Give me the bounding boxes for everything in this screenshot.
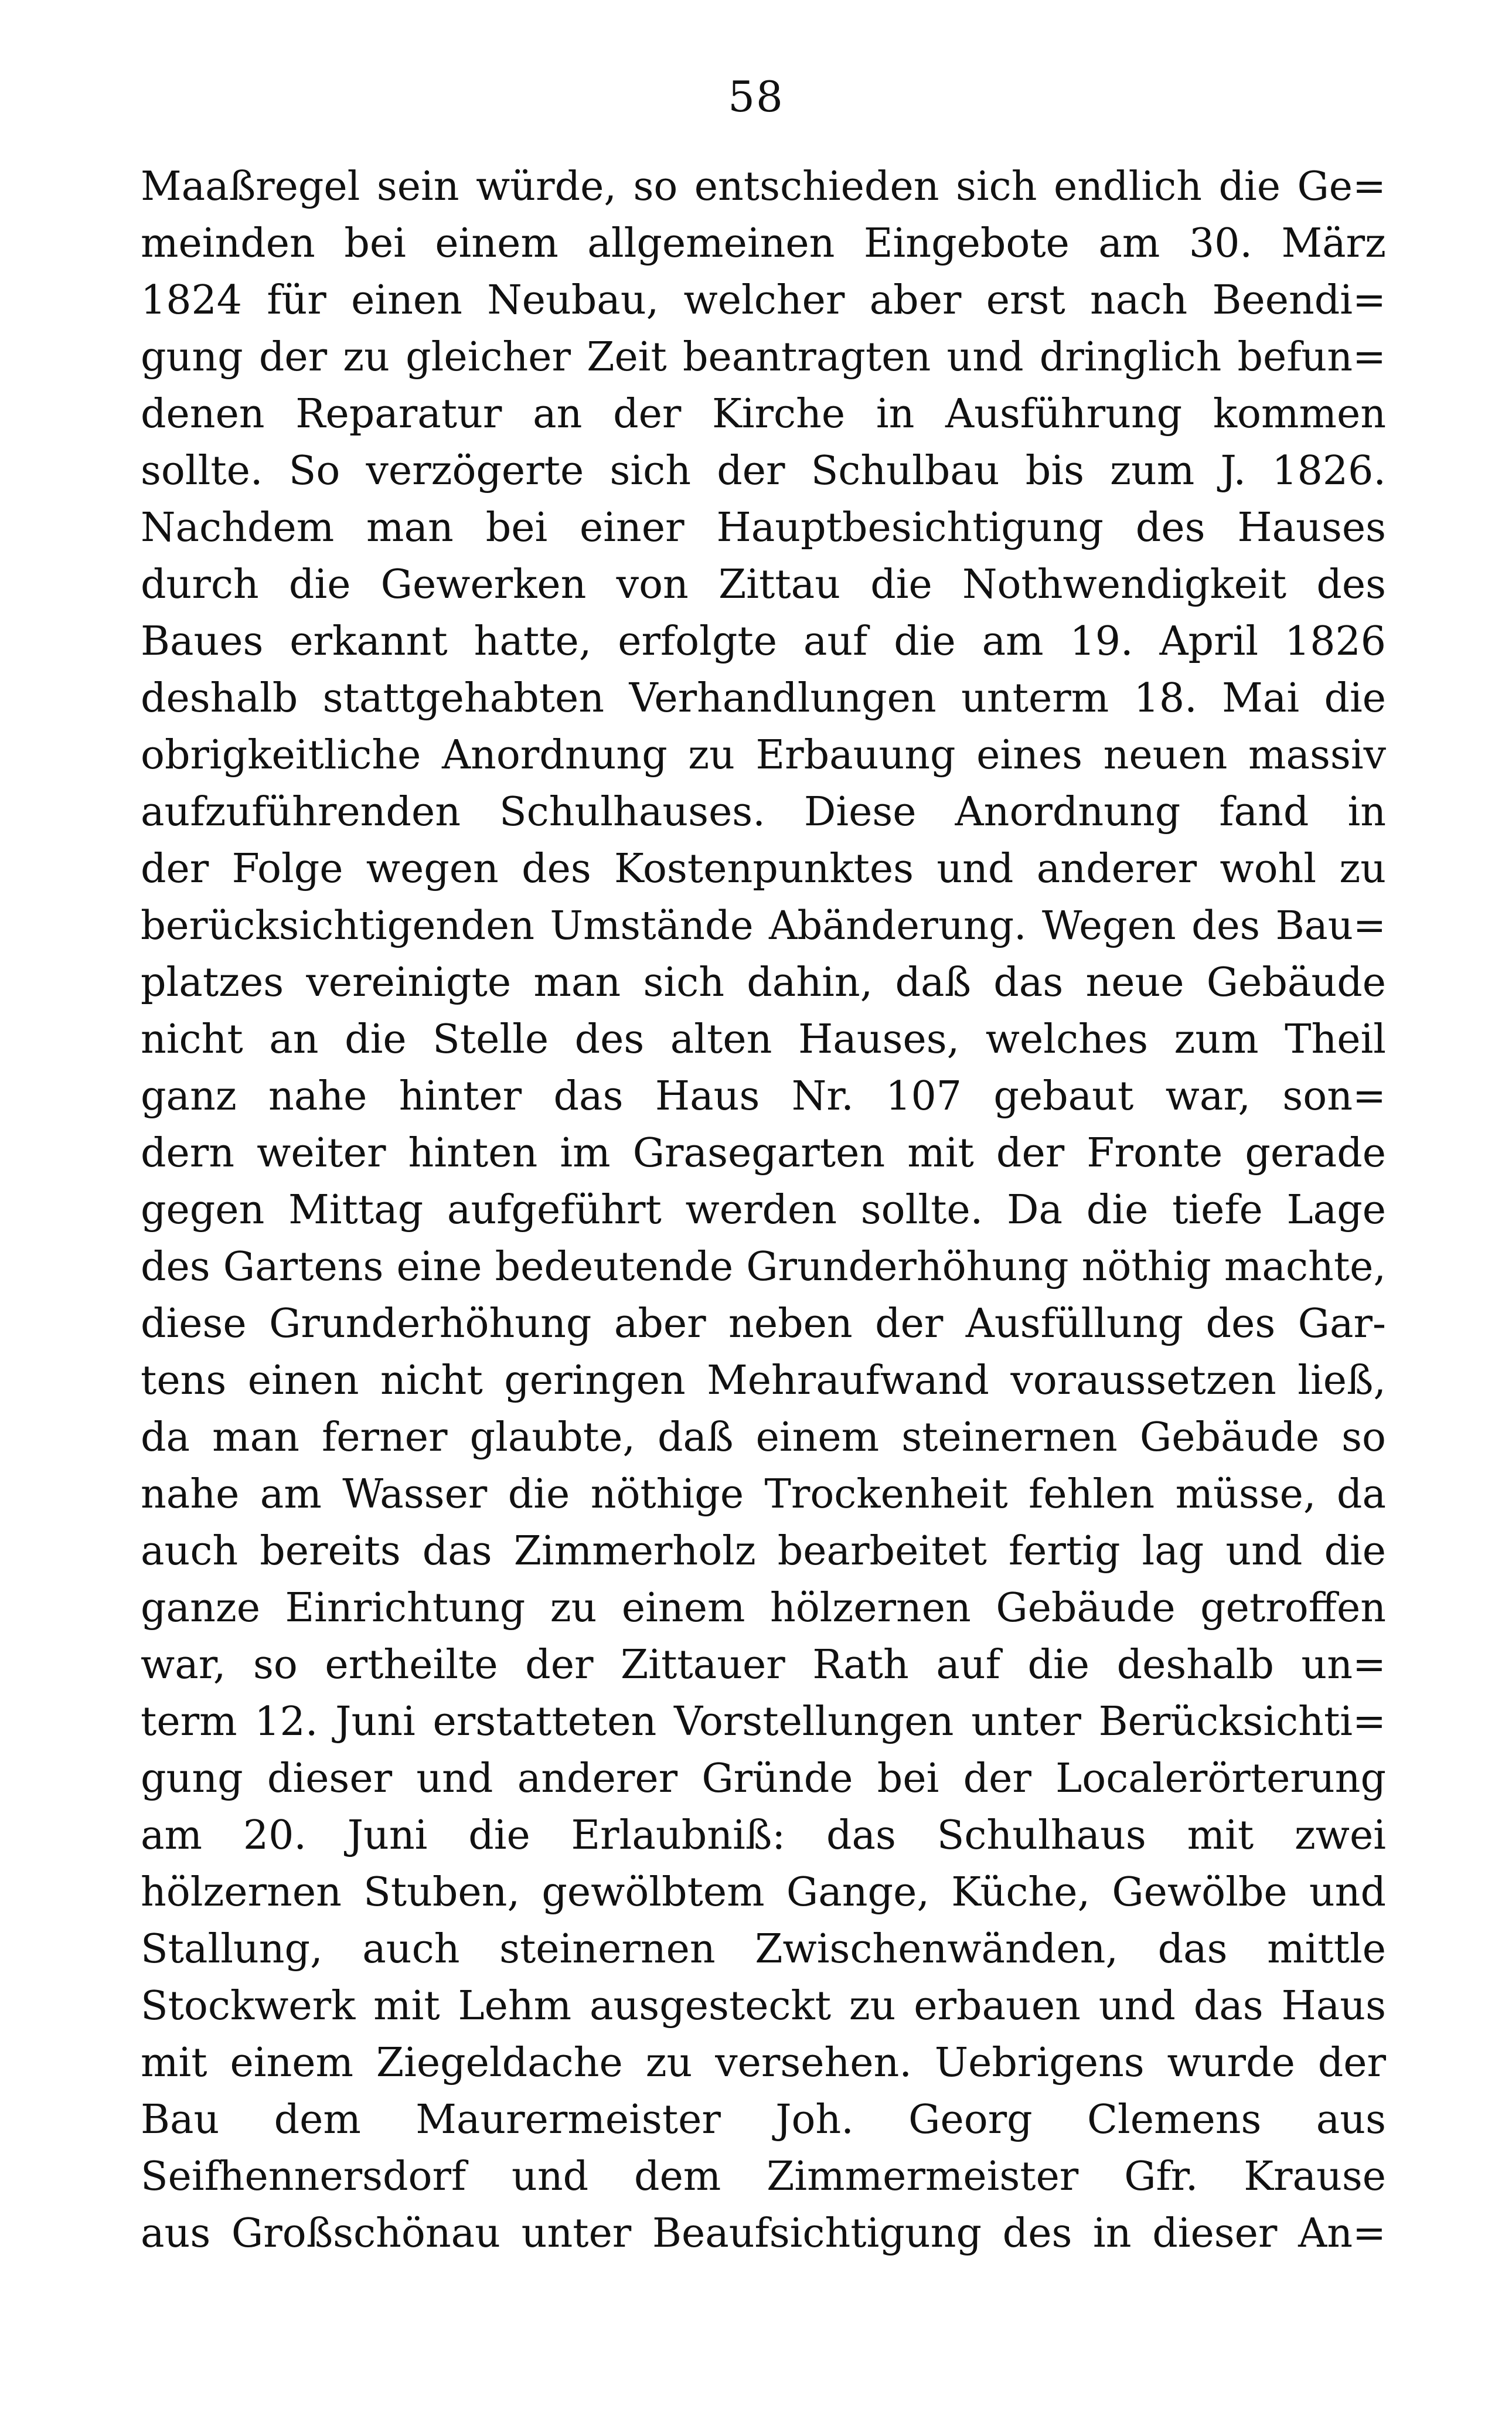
text-line: Stallung, auch steinernen Zwischenwänden, das mittle <box>141 1926 1386 1972</box>
text-line: platzes vereinigte man sich dahin, daß das neue Gebäude <box>141 960 1386 1006</box>
text-line: nicht an die Stelle des alten Hauses, welches zum Theil <box>141 1016 1386 1063</box>
text-line: gegen Mittag aufgeführt werden sollte. Da die tiefe Lage <box>141 1187 1386 1233</box>
text-line: Stockwerk mit Lehm ausgesteckt zu erbauen und das Haus <box>141 1983 1386 2029</box>
text-line: am 20. Juni die Erlaubniß: das Schulhaus mit zwei <box>141 1812 1386 1859</box>
text-line: Maaßregel sein würde, so entschieden sich endlich die Ge= <box>141 164 1386 210</box>
text-line: hölzernen Stuben, gewölbtem Gange, Küche, Gewölbe und <box>141 1869 1386 1916</box>
text-line: aufzuführenden Schulhauses. Diese Anordnung fand in <box>141 789 1386 835</box>
text-line: durch die Gewerken von Zittau die Nothwendigkeit des <box>141 562 1386 608</box>
text-line: 1824 für einen Neubau, welcher aber erst nach Beendi= <box>141 277 1386 324</box>
text-line: des Gartens eine bedeutende Grunderhöhung nöthig machte, <box>141 1244 1386 1290</box>
text-line: ganz nahe hinter das Haus Nr. 107 gebaut war, son= <box>141 1073 1386 1120</box>
text-line: berücksichtigenden Umstände Abänderung. Wegen des Bau= <box>141 903 1386 948</box>
text-line: gung dieser und anderer Gründe bei der Localerörterung <box>141 1756 1386 1802</box>
text-line: nahe am Wasser die nöthige Trockenheit fehlen müsse, da <box>141 1471 1386 1518</box>
text-line: da man ferner glaubte, daß einem steinernen Gebäude so <box>141 1414 1386 1461</box>
text-line: Nachdem man bei einer Hauptbesichtigung des Hauses <box>141 505 1386 551</box>
text-line: sollte. So verzögerte sich der Schulbau bis zum J. 1826. <box>141 448 1386 494</box>
text-line: Seifhennersdorf und dem Zimmermeister Gfr. Krause <box>141 2154 1386 2200</box>
text-line: deshalb stattgehabten Verhandlungen unterm 18. Mai die <box>141 675 1386 722</box>
text-line: term 12. Juni erstatteten Vorstellungen unter Berücksichti= <box>141 1699 1386 1745</box>
text-line: aus Großschönau unter Beaufsichtigung des in dieser An= <box>141 2210 1386 2257</box>
text-line: dern weiter hinten im Grasegarten mit der Fronte gerade <box>141 1130 1386 1176</box>
text-line: denen Reparatur an der Kirche in Ausführung kommen <box>141 391 1386 437</box>
text-line: auch bereits das Zimmerholz bearbeitet fertig lag und die <box>141 1528 1386 1574</box>
text-line: war, so ertheilte der Zittauer Rath auf die deshalb un= <box>141 1642 1386 1688</box>
text-line: gung der zu gleicher Zeit beantragten und dringlich befun= <box>141 334 1386 380</box>
text-line: der Folge wegen des Kostenpunktes und anderer wohl zu <box>141 846 1386 892</box>
text-line: mit einem Ziegeldache zu versehen. Uebrigens wurde der <box>141 2040 1386 2086</box>
text-line: obrigkeitliche Anordnung zu Erbauung eines neuen massiv <box>141 732 1386 778</box>
text-line: Baues erkannt hatte, erfolgte auf die am 19. April 1826 <box>141 618 1386 665</box>
text-line: tens einen nicht geringen Mehraufwand voraussetzen ließ, <box>141 1358 1386 1404</box>
page-number: 58 <box>728 72 784 121</box>
body-text <box>141 158 1386 2262</box>
text-line: Bau dem Maurermeister Joh. Georg Clemens aus <box>141 2097 1386 2143</box>
text-line: diese Grunderhöhung aber neben der Ausfüllung des Gar- <box>141 1301 1386 1347</box>
text-line: meinden bei einem allgemeinen Eingebote am 30. März <box>141 220 1386 267</box>
text-line: ganze Einrichtung zu einem hölzernen Gebäude getroffen <box>141 1585 1386 1631</box>
